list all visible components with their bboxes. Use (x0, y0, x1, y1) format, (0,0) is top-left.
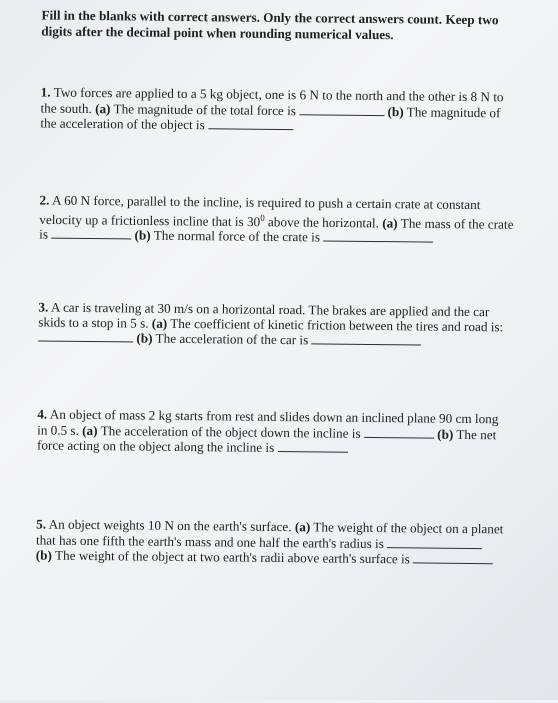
q1-text-2b: The magnitude of the total force is (113, 100, 297, 118)
instructions-text: Fill in the blanks with correct answers. Only the correct answers count. Keep two digits after the decimal point when rounding numerical values. (41, 7, 499, 43)
question-1 (40, 85, 540, 136)
q4-part-a-label: (a) (82, 422, 98, 438)
q4-text-2b: The acceleration of the object down the incline is (100, 422, 361, 441)
q5-text-2: that has one fifth the earth's mass and one half the earth's radius is (35, 531, 384, 551)
q2-part-a-label: (a) (382, 214, 398, 231)
q5-text-3: The weight of the object at two earth's radii above earth's surface is (54, 547, 410, 567)
q2-part-b-label: (b) (134, 227, 151, 244)
q2-answer-b-blank[interactable] (323, 230, 433, 243)
q3-text-1: A car is traveling at 30 m/s on a horizontal road. The brakes are applied and the car (50, 299, 490, 320)
q2-text-3a: is (39, 226, 49, 242)
q3-number: 3. (38, 299, 49, 315)
q5-answer-a-blank[interactable] (387, 536, 482, 549)
q2-text-1: A 60 N force, parallel to the incline, is required to push a certain crate at constant (51, 192, 481, 213)
q5-text-1: An object weights 10 N on the earth's surface. (48, 516, 292, 535)
question-2 (39, 193, 539, 247)
question-5 (36, 517, 536, 568)
q1-text-2a: the south. (40, 99, 92, 116)
q5-part-b-label: (b) (35, 547, 53, 563)
q1-text-2c: The magnitude of (406, 103, 501, 120)
q3-part-b-label: (b) (136, 330, 153, 346)
q4-answer-b-blank[interactable] (278, 440, 348, 453)
q4-text-2c: The net (456, 426, 497, 442)
q1-part-b-label: (b) (387, 103, 404, 119)
q2-text-2b: above the horizontal. (267, 213, 380, 230)
q3-text-2b: The coefficient of kinetic friction between the tires and road is: (170, 315, 504, 334)
q4-text-1: An object of mass 2 kg starts from rest and slides down an inclined plane 90 cm long (49, 406, 499, 427)
q4-text-3: force acting on the object along the incline is (36, 437, 275, 455)
q4-text-2a: in 0.5 s. (37, 421, 79, 438)
instructions-header (41, 7, 531, 44)
q3-answer-b-blank[interactable] (312, 332, 422, 345)
q2-text-2c: The mass of the crate (400, 215, 514, 232)
q5-number: 5. (36, 516, 47, 532)
question-3 (38, 300, 538, 350)
q1-number: 1. (40, 84, 51, 100)
q1-part-a-label: (a) (95, 100, 111, 116)
q3-part-a-label: (a) (151, 315, 168, 331)
q1-answer-a-blank[interactable] (299, 103, 384, 116)
q5-part-a-label: (a) (294, 519, 311, 535)
q5-answer-b-blank[interactable] (413, 551, 493, 564)
q3-answer-a-blank[interactable] (38, 329, 133, 342)
q4-number: 4. (37, 406, 48, 422)
q1-text-3: the acceleration of the object is (40, 115, 205, 133)
q2-text-3b: The normal force of the crate is (153, 228, 321, 245)
q4-answer-a-blank[interactable] (364, 425, 434, 438)
q2-degree-mark: 0 (260, 212, 265, 223)
question-4 (37, 407, 537, 458)
q3-text-2a: skids to a stop in 5 s. (38, 313, 149, 331)
q3-text-3: The acceleration of the car is (155, 330, 309, 348)
q2-answer-a-blank[interactable] (51, 227, 131, 240)
q4-part-b-label: (b) (437, 426, 454, 442)
q5-text-1b: The weight of the object on a planet (313, 519, 504, 537)
q2-text-2a: velocity up a frictionless incline that is 30 (39, 211, 261, 229)
q2-number: 2. (39, 192, 50, 208)
q1-answer-b-blank[interactable] (208, 117, 293, 130)
q1-text-1: Two forces are applied to a 5 kg object, one is 6 N to the north and the other is 8 N to (53, 84, 504, 105)
